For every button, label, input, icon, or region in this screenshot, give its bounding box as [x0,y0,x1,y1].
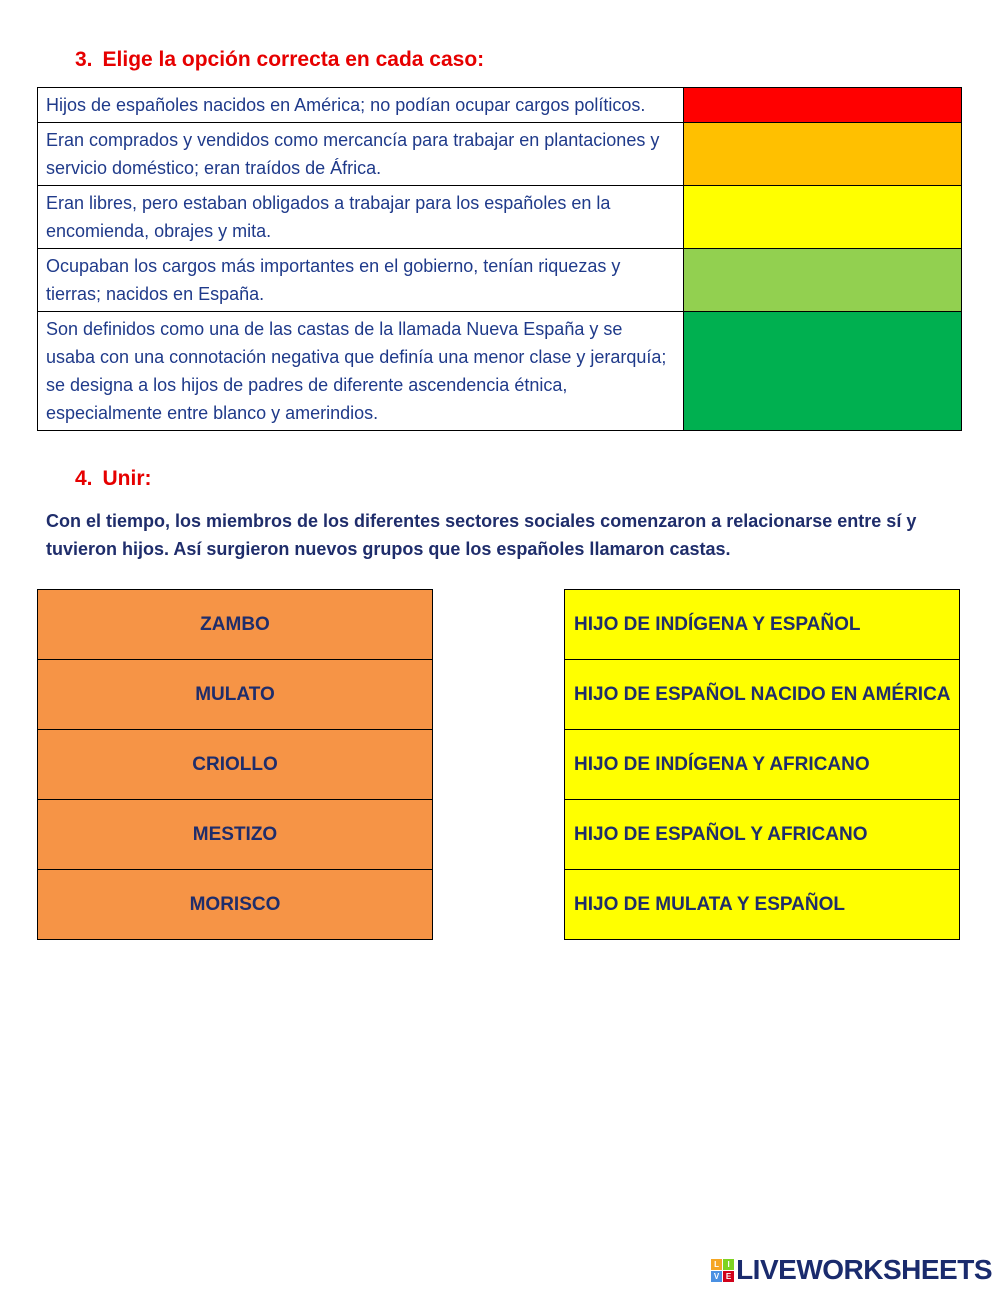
match-left-item[interactable]: CRIOLLO [37,730,433,800]
match-left-column [37,589,433,940]
choice-table [37,87,962,431]
section-4-number: 4. [75,467,93,490]
match-right-item[interactable]: HIJO DE ESPAÑOL NACIDO EN AMÉRICA [564,660,960,730]
match-left-item[interactable]: ZAMBO [37,589,433,660]
match-right-column [564,589,960,940]
row-description: Eran comprados y vendidos como mercancía para trabajar en plantaciones y servicio doméstico; eran traídos de África. [38,123,684,186]
row-description: Ocupaban los cargos más importantes en el gobierno, tenían riquezas y tierras; nacidos en España. [38,249,684,312]
match-right-item[interactable]: HIJO DE INDÍGENA Y ESPAÑOL [564,589,960,660]
section-4-heading [75,467,152,491]
match-left-item[interactable]: MULATO [37,660,433,730]
match-left-item[interactable]: MORISCO [37,870,433,940]
liveworksheets-logo [711,1254,992,1286]
match-right-item[interactable]: HIJO DE MULATA Y ESPAÑOL [564,870,960,940]
answer-dropdown-green[interactable] [684,312,962,431]
match-right-item[interactable]: HIJO DE ESPAÑOL Y AFRICANO [564,800,960,870]
match-right-item[interactable]: HIJO DE INDÍGENA Y AFRICANO [564,730,960,800]
logo-text: LIVEWORKSHEETS [736,1254,992,1285]
answer-dropdown-red[interactable] [684,88,962,123]
table-row [38,186,962,249]
match-left-item[interactable]: MESTIZO [37,800,433,870]
table-row [38,123,962,186]
table-row [38,312,962,431]
row-description: Son definidos como una de las castas de la llamada Nueva España y se usaba con una connotación negativa que definía una menor clase y jerarquía; se designa a los hijos de padres de diferente ascendencia étnica, especialmente entre blanco y amerindios. [38,312,684,431]
section-3-number: 3. [75,48,93,71]
answer-dropdown-orange[interactable] [684,123,962,186]
section-4-title: Unir: [102,467,152,490]
section-3-heading [75,48,484,72]
logo-mark-icon: L I V E [711,1259,734,1282]
section-4-intro: Con el tiempo, los miembros de los diferentes sectores sociales comenzaron a relacionarse entre sí y tuvieron hijos. Así surgieron nuevos grupos que los españoles llamaron castas. [46,511,917,559]
answer-dropdown-yellow[interactable] [684,186,962,249]
row-description: Eran libres, pero estaban obligados a trabajar para los españoles en la encomienda, obrajes y mita. [38,186,684,249]
answer-dropdown-light-green[interactable] [684,249,962,312]
table-row [38,249,962,312]
section-3-title: Elige la opción correcta en cada caso: [102,48,485,71]
row-description: Hijos de españoles nacidos en América; no podían ocupar cargos políticos. [38,88,684,123]
table-row [38,88,962,123]
